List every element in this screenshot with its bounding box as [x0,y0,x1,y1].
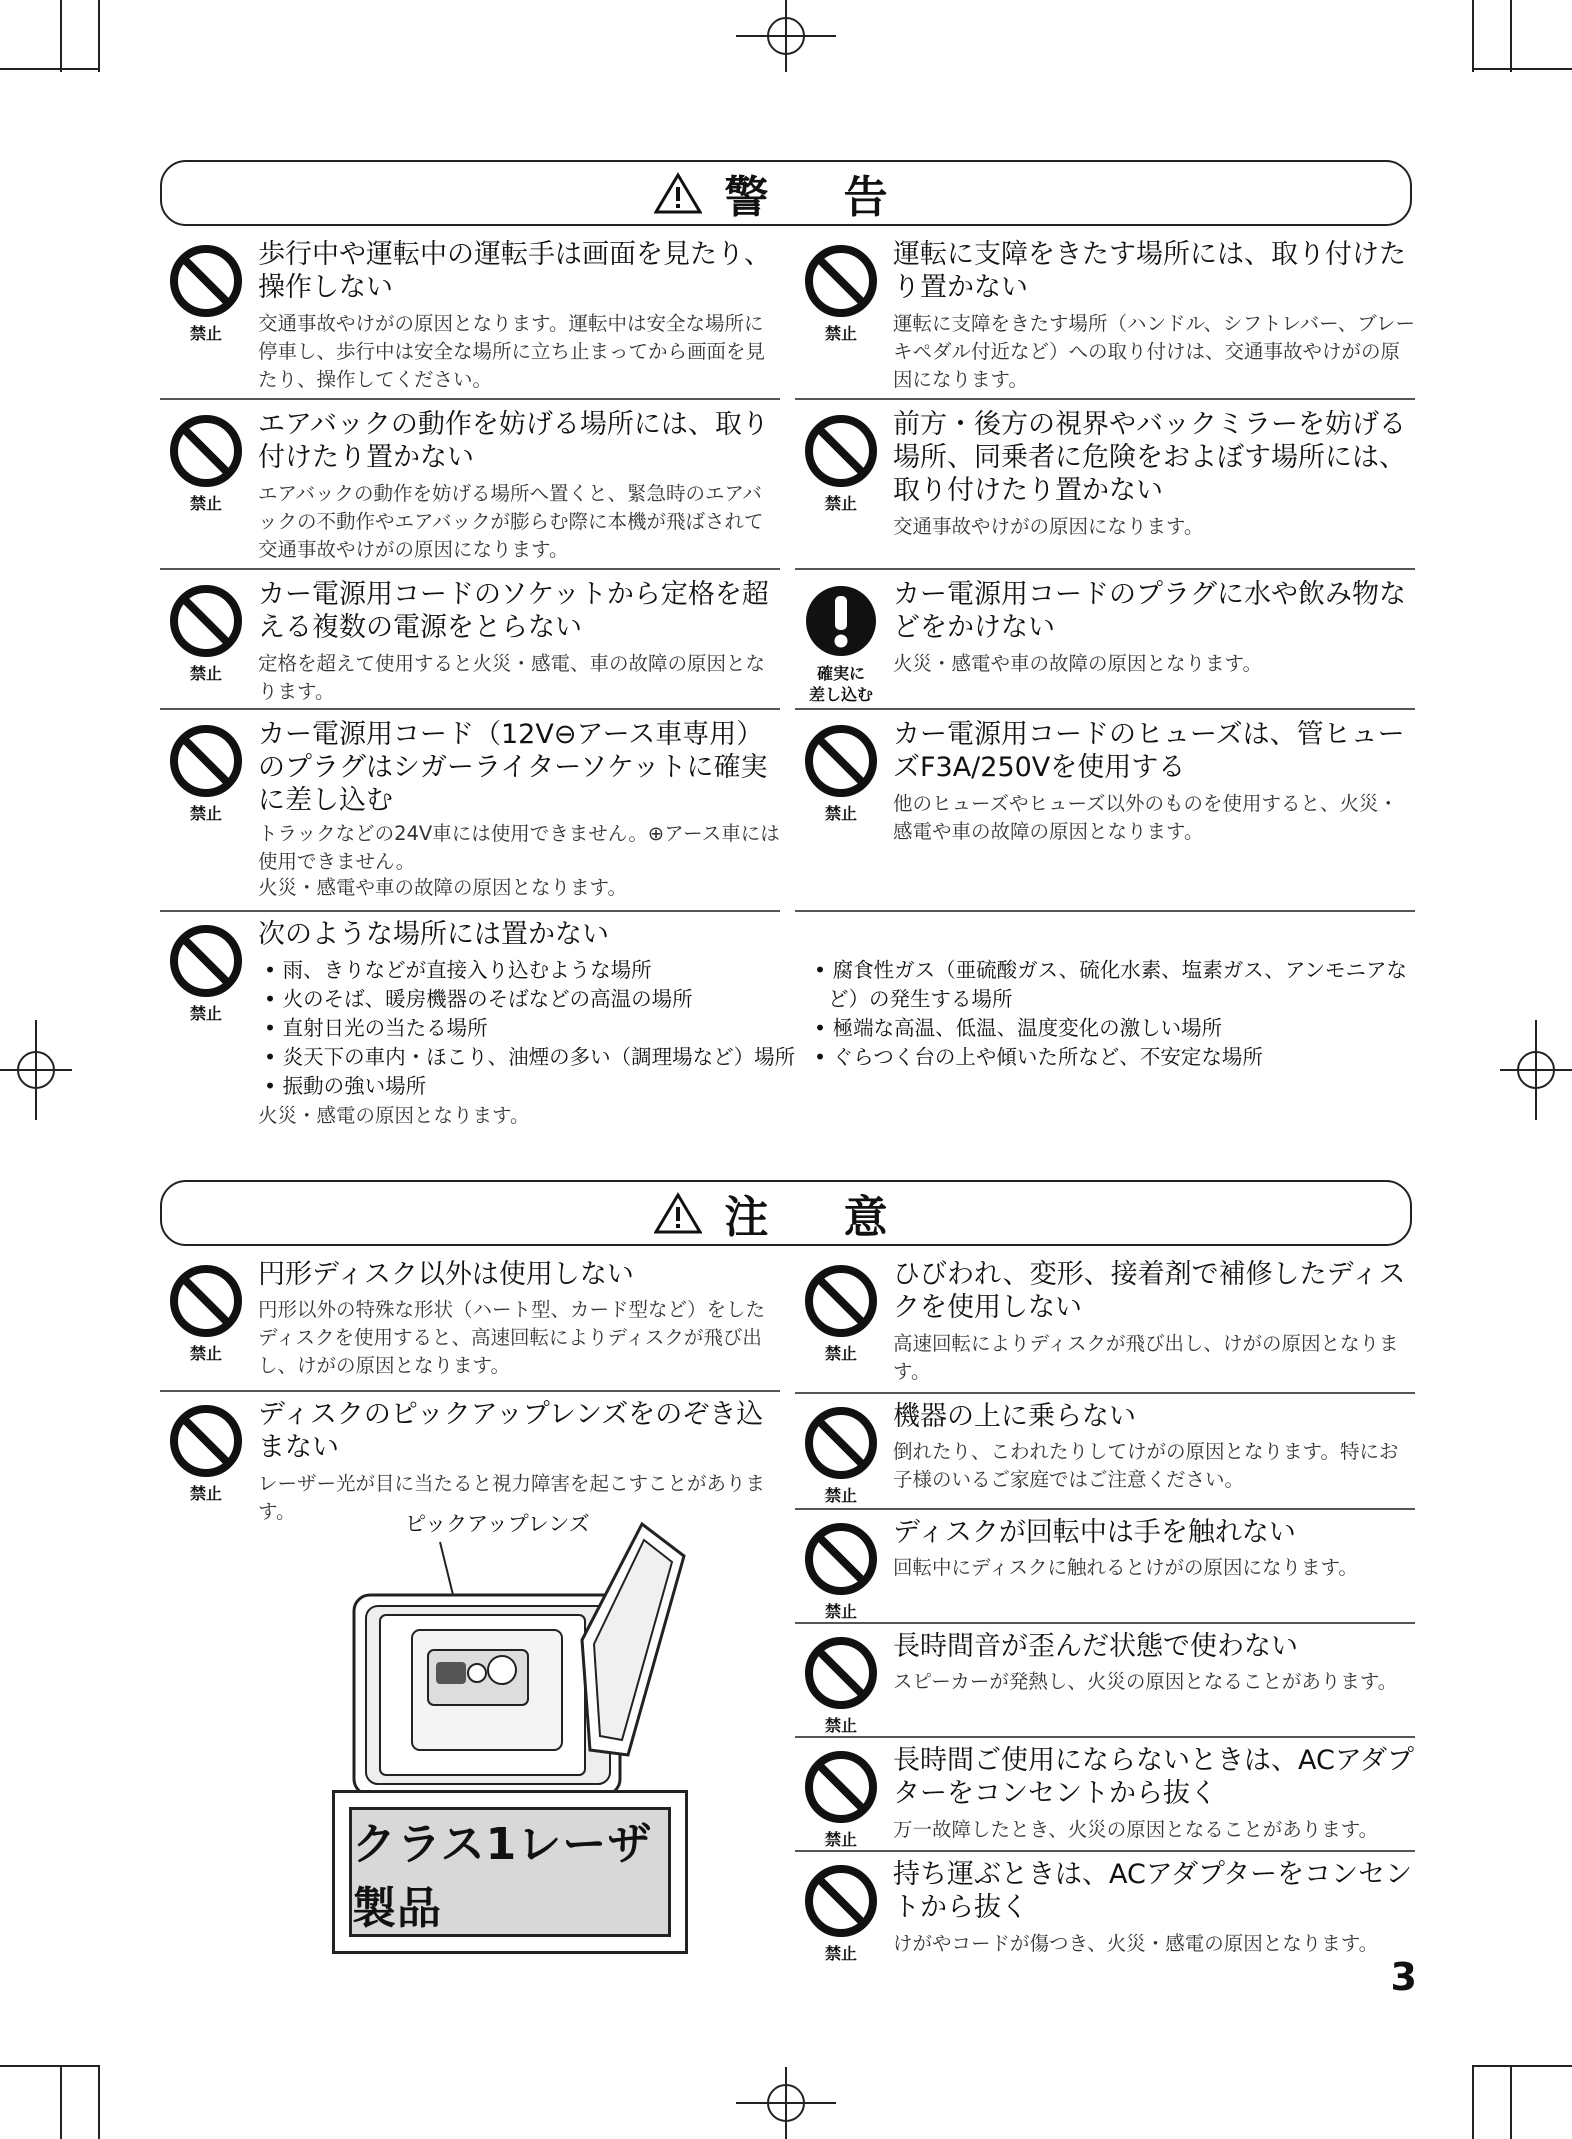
caution-item [795,1400,1415,1508]
bullet-item: • 雨、きりなどが直接入り込むような場所 [264,958,652,982]
prohibit-label: 禁止 [189,664,222,683]
warning-item [160,238,780,398]
disc-player-illustration [350,1520,690,1800]
crop-mark [1510,0,1512,72]
prohibit-label: 禁止 [824,804,857,823]
item-desc: 交通事故やけがの原因となります。運転中は安全な場所に停車し、歩行中は安全な場所に立ち止まってから画面を見たり、操作してください。 [258,312,766,391]
prohibit-label: 禁止 [189,1344,222,1363]
item-desc: スピーカーが発熱し、火災の原因となることがあります。 [893,1670,1398,1693]
prohibit-icon [169,414,243,488]
divider [160,398,780,400]
item-desc: けがやコードが傷つき、火災・感電の原因となります。 [893,1932,1379,1955]
item-title: 前方・後方の視界やバックミラーを妨げる場所、同乗者に危険をおよぼす場所には、取り付けたり置かない [893,409,1406,506]
item-title: カー電源用コード（12V⊖アース車専用）のプラグはシガーライターソケットに確実に差し込む [258,719,768,816]
prohibit-label: 禁止 [824,1830,857,1849]
item-title: 運転に支障をきたす場所には、取り付けたり置かない [893,239,1406,303]
prohibit-icon [804,414,878,488]
prohibit-icon [804,244,878,318]
item-desc: 高速回転によりディスクが飛び出し、けがの原因となります。 [893,1332,1399,1383]
item-title: ディスクが回転中は手を触れない [893,1517,1296,1548]
crop-mark [1510,2065,1512,2139]
caution-item [795,1258,1415,1388]
prohibit-label: 禁止 [189,324,222,343]
prohibit-icon [169,724,243,798]
crop-mark [1472,0,1474,72]
mandatory-label: 確実に [816,664,865,683]
prohibit-icon [169,1264,243,1338]
caution-item [160,1398,780,1523]
caution-title: 注 意 [724,1192,918,1243]
divider [795,1736,1415,1738]
mandatory-label: 差し込む [808,685,873,704]
item-desc: 火災・感電や車の故障の原因となります。 [893,652,1262,675]
warning-item [160,408,780,568]
divider [160,1390,780,1392]
item-desc: 定格を超えて使用すると火災・感電、車の故障の原因となります。 [258,652,766,703]
divider [795,568,1415,570]
warning-item [795,408,1415,568]
item-title: エアバックの動作を妨げる場所には、取り付けたり置かない [258,409,769,473]
item-title: 歩行中や運転中の運転手は画面を見たり、操作しない [258,239,771,303]
item-title: 持ち運ぶときは、ACアダプターをコンセントから抜く [893,1859,1413,1923]
bullet-item: • 腐食性ガス（亜硫酸ガス、硫化水素、塩素ガス、アンモニアなど）の発生する場所 [814,958,1408,1011]
item-desc: 万一故障したとき、火災の原因となることがあります。 [893,1818,1379,1841]
prohibit-label: 禁止 [824,1944,857,1963]
warning-banner [160,160,1412,226]
crop-mark [60,2065,62,2139]
divider [795,910,1415,912]
registration-mark [736,0,836,72]
prohibit-label: 禁止 [824,1486,857,1505]
warning-item [795,238,1415,398]
caution-item [795,1744,1415,1848]
item-desc: 倒れたり、こわれたりしてけがの原因となります。特にお子様のいるご家庭ではご注意ください。 [893,1440,1399,1491]
bullet-list-right [808,956,1418,1072]
crop-mark [98,0,100,72]
prohibit-icon [804,1406,878,1480]
divider [795,1508,1415,1510]
mandatory-icon [804,584,878,658]
laser-class-label: クラス1レーザ製品 [349,1807,671,1937]
caution-item [795,1516,1415,1620]
prohibit-icon [804,1750,878,1824]
warning-title: 警 告 [724,172,918,223]
warning-triangle-icon [654,1192,702,1234]
warning-triangle-icon [654,172,702,214]
item-desc: 火災・感電の原因となります。 [258,1104,530,1127]
divider [160,568,780,570]
crop-mark [1472,68,1572,70]
warning-item [160,918,1415,1138]
prohibit-label: 禁止 [824,1602,857,1621]
divider [795,1622,1415,1624]
page-number: 3 [1390,1955,1417,1999]
item-desc: レーザー光が目に当たると視力障害を起こすことがあります。 [258,1472,766,1523]
divider [160,708,780,710]
bullet-item: • 炎天下の車内・ほこり、油煙の多い（調理場など）場所 [264,1045,796,1069]
divider [795,398,1415,400]
crop-mark [0,2065,100,2067]
prohibit-icon [804,1522,878,1596]
item-title: 長時間ご使用にならないときは、ACアダプターをコンセントから抜く [893,1745,1414,1809]
bullet-item: • 火のそば、暖房機器のそばなどの高温の場所 [264,987,693,1011]
item-desc: エアバックの動作を妨げる場所へ置くと、緊急時のエアバックの不動作やエアバックが膨らむ際に本機が飛ばされて交通事故やけがの原因になります。 [258,482,764,561]
prohibit-label: 禁止 [824,324,857,343]
item-title: カー電源用コードのヒューズは、管ヒューズF3A/250Vを使用する [893,719,1405,783]
prohibit-label: 禁止 [189,804,222,823]
item-title: ひびわれ、変形、接着剤で補修したディスクを使用しない [893,1259,1406,1323]
crop-mark [1472,2065,1474,2139]
prohibit-label: 禁止 [824,494,857,513]
item-title: 次のような場所には置かない [258,919,609,950]
item-title: カー電源用コードのソケットから定格を超える複数の電源をとらない [258,579,769,643]
bullet-item: • 振動の強い場所 [264,1074,427,1098]
prohibit-label: 禁止 [189,1004,222,1023]
prohibit-icon [804,724,878,798]
caution-item [795,1630,1415,1734]
prohibit-icon [169,924,243,998]
warning-item [160,718,780,908]
item-desc: 回転中にディスクに触れるとけがの原因になります。 [893,1556,1358,1579]
prohibit-icon [169,1404,243,1478]
registration-mark [0,1020,72,1120]
item-desc: 火災・感電や車の故障の原因となります。 [258,876,627,899]
bullet-item: • 極端な高温、低温、温度変化の激しい場所 [814,1016,1223,1040]
divider [795,708,1415,710]
prohibit-label: 禁止 [189,494,222,513]
laser-label-frame [332,1790,688,1954]
warning-item [795,718,1415,908]
bullet-list-left [258,956,798,1101]
item-desc: 交通事故やけがの原因になります。 [893,515,1204,538]
bullet-item: • 直射日光の当たる場所 [264,1016,488,1040]
prohibit-icon [804,1636,878,1710]
crop-mark [60,0,62,72]
registration-mark [736,2067,836,2139]
crop-mark [0,68,100,70]
item-desc: 他のヒューズやヒューズ以外のものを使用すると、火災・感電や車の故障の原因となります。 [893,792,1399,843]
prohibit-label: 禁止 [824,1716,857,1735]
prohibit-label: 禁止 [824,1344,857,1363]
item-desc: 運転に支障をきたす場所（ハンドル、シフトレバー、ブレーキペダル付近など）への取り付けは、交通事故やけがの原因になります。 [893,312,1416,391]
prohibit-icon [804,1264,878,1338]
item-title: カー電源用コードのプラグに水や飲み物などをかけない [893,579,1406,643]
crop-mark [1472,2065,1572,2067]
bullet-item: • ぐらつく台の上や傾いた所など、不安定な場所 [814,1045,1263,1069]
divider [795,1392,1415,1394]
prohibit-icon [169,584,243,658]
prohibit-icon [169,244,243,318]
caution-item [795,1858,1415,1962]
caution-item [160,1258,780,1388]
item-title: ディスクのピックアップレンズをのぞき込まない [258,1399,764,1463]
warning-item [795,578,1415,708]
item-title: 円形ディスク以外は使用しない [258,1259,634,1290]
item-title: 長時間音が歪んだ状態で使わない [893,1631,1298,1662]
item-title: 機器の上に乗らない [893,1401,1136,1432]
crop-mark [98,2065,100,2139]
item-desc: トラックなどの24V車には使用できません。⊕アース車には使用できません。 [258,822,780,873]
caution-banner [160,1180,1412,1246]
item-desc: 円形以外の特殊な形状（ハート型、カード型など）をしたディスクを使用すると、高速回転によりディスクが飛び出し、けがの原因となります。 [258,1298,766,1377]
registration-mark [1500,1020,1572,1120]
prohibit-icon [804,1864,878,1938]
divider [795,1850,1415,1852]
divider [160,910,780,912]
prohibit-label: 禁止 [189,1484,222,1503]
warning-item [160,578,780,708]
pickup-lens-label: ピックアップレンズ [405,1512,590,1536]
